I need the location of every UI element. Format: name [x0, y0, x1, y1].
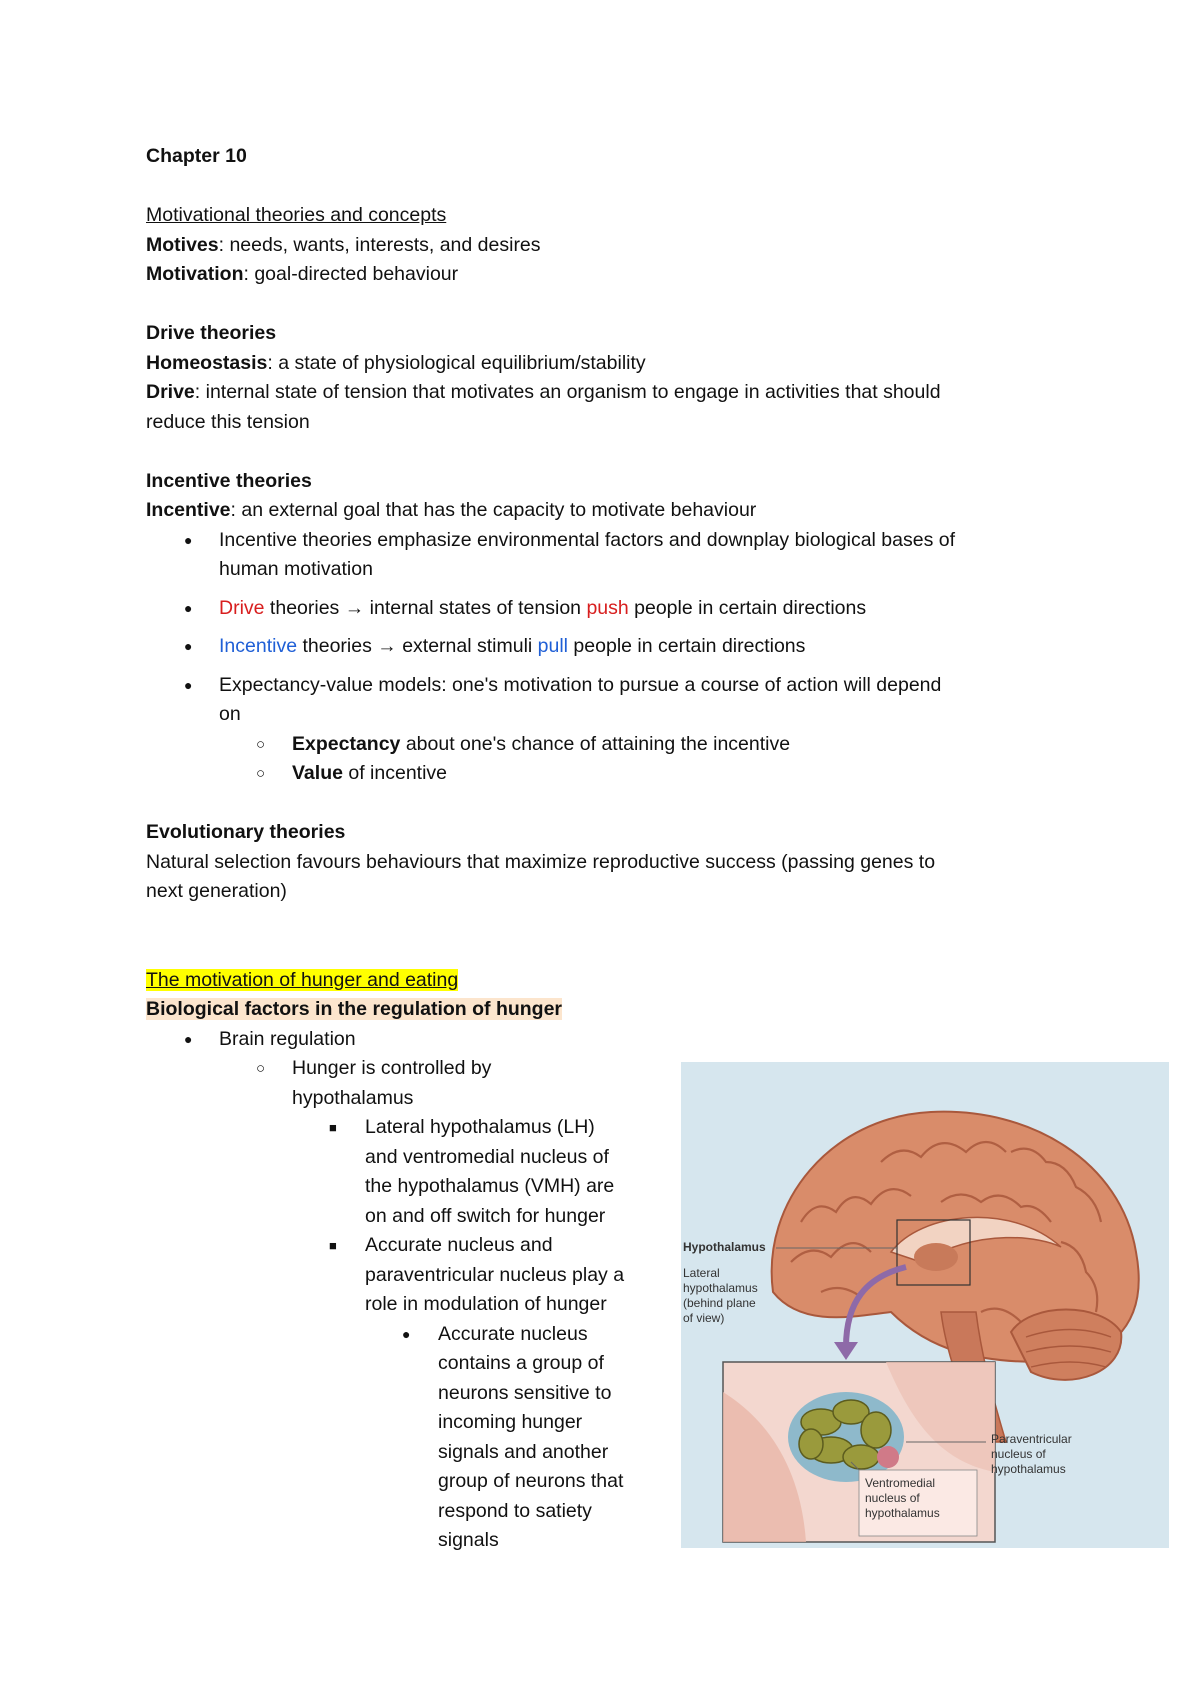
- list-item: ■ Lateral hypothalamus (LH) and ventromedial nucleus of the hypothalamus (VMH) are on and off switch for hunger: [146, 1113, 1076, 1231]
- section-title-evolutionary: Evolutionary theories: [146, 821, 346, 843]
- square-bullet-icon: ■: [329, 1120, 337, 1135]
- label-ventromedial: Ventromedial nucleus of hypothalamus: [865, 1476, 940, 1520]
- label-hypothalamus: Hypothalamus: [683, 1240, 766, 1254]
- bullet-icon: ●: [184, 676, 193, 693]
- bullet-icon: ●: [184, 531, 193, 548]
- evolution-text: Natural selection favours behaviours that maximize reproductive success (passing genes to: [146, 850, 936, 873]
- list-item: ● Incentive theories emphasize environmental factors and downplay biological bases of human motivation: [146, 526, 1076, 585]
- definition-drive-cont: reduce this tension: [146, 410, 310, 433]
- bullet-icon: ●: [184, 638, 193, 654]
- bullet-icon: ●: [402, 1325, 411, 1342]
- definition-homeostasis: Homeostasis: a state of physiological equilibrium/stability: [146, 351, 646, 374]
- bullet-icon: ●: [184, 599, 193, 616]
- chapter-heading: Chapter 10: [146, 145, 247, 167]
- incentive-bullets: [146, 526, 1076, 789]
- hollow-bullet-icon: ○: [256, 735, 266, 753]
- list-item: ○ Expectancy about one's chance of attaining the incentive: [146, 730, 1076, 760]
- list-item: ● Drive theories → internal states of tension push people in certain directions: [146, 594, 1076, 624]
- hollow-bullet-icon: ○: [256, 765, 266, 782]
- list-item: ■ Accurate nucleus and paraventricular nucleus play a role in modulation of hunger: [146, 1231, 1076, 1320]
- list-item: ● Expectancy-value models: one's motivation to pursue a course of action will depend on: [146, 671, 1076, 730]
- list-item: ○ Value of incentive: [146, 759, 1076, 789]
- hollow-bullet-icon: ○: [256, 1060, 266, 1077]
- evolution-text-cont: next generation): [146, 880, 287, 902]
- square-bullet-icon: ■: [329, 1238, 337, 1253]
- section-title-hunger: The motivation of hunger and eating: [146, 968, 459, 991]
- section-title-incentive: Incentive theories: [146, 469, 312, 492]
- section-title-drive: Drive theories: [146, 322, 277, 344]
- subsection-title-biological: Biological factors in the regulation of hunger: [146, 998, 563, 1020]
- list-item: ● Accurate nucleus contains a group of neurons sensitive to incoming hunger signals and another group of neurons that respond to satiety signals: [146, 1320, 1076, 1556]
- label-lateral-hypothalamus: Lateral hypothalamus (behind plane of view): [683, 1266, 758, 1325]
- definition-motivation: Motivation: goal-directed behaviour: [146, 263, 459, 285]
- definition-drive: Drive: internal state of tension that motivates an organism to engage in activities that should: [146, 381, 941, 403]
- section-title-motivational: Motivational theories and concepts: [146, 204, 447, 226]
- list-item: ● Incentive theories → external stimuli pull people in certain directions: [146, 632, 1076, 662]
- definition-incentive: Incentive: an external goal that has the capacity to motivate behaviour: [146, 499, 757, 521]
- label-paraventricular: Paraventricular nucleus of hypothalamus: [991, 1432, 1072, 1476]
- list-item: ○ Hunger is controlled by hypothalamus: [146, 1054, 1076, 1113]
- definition-motives: Motives: needs, wants, interests, and desires: [146, 233, 541, 256]
- brain-hypothalamus-figure: [681, 1062, 1169, 1548]
- list-item: ● Brain regulation: [146, 1025, 1076, 1055]
- bullet-icon: ●: [184, 1030, 193, 1047]
